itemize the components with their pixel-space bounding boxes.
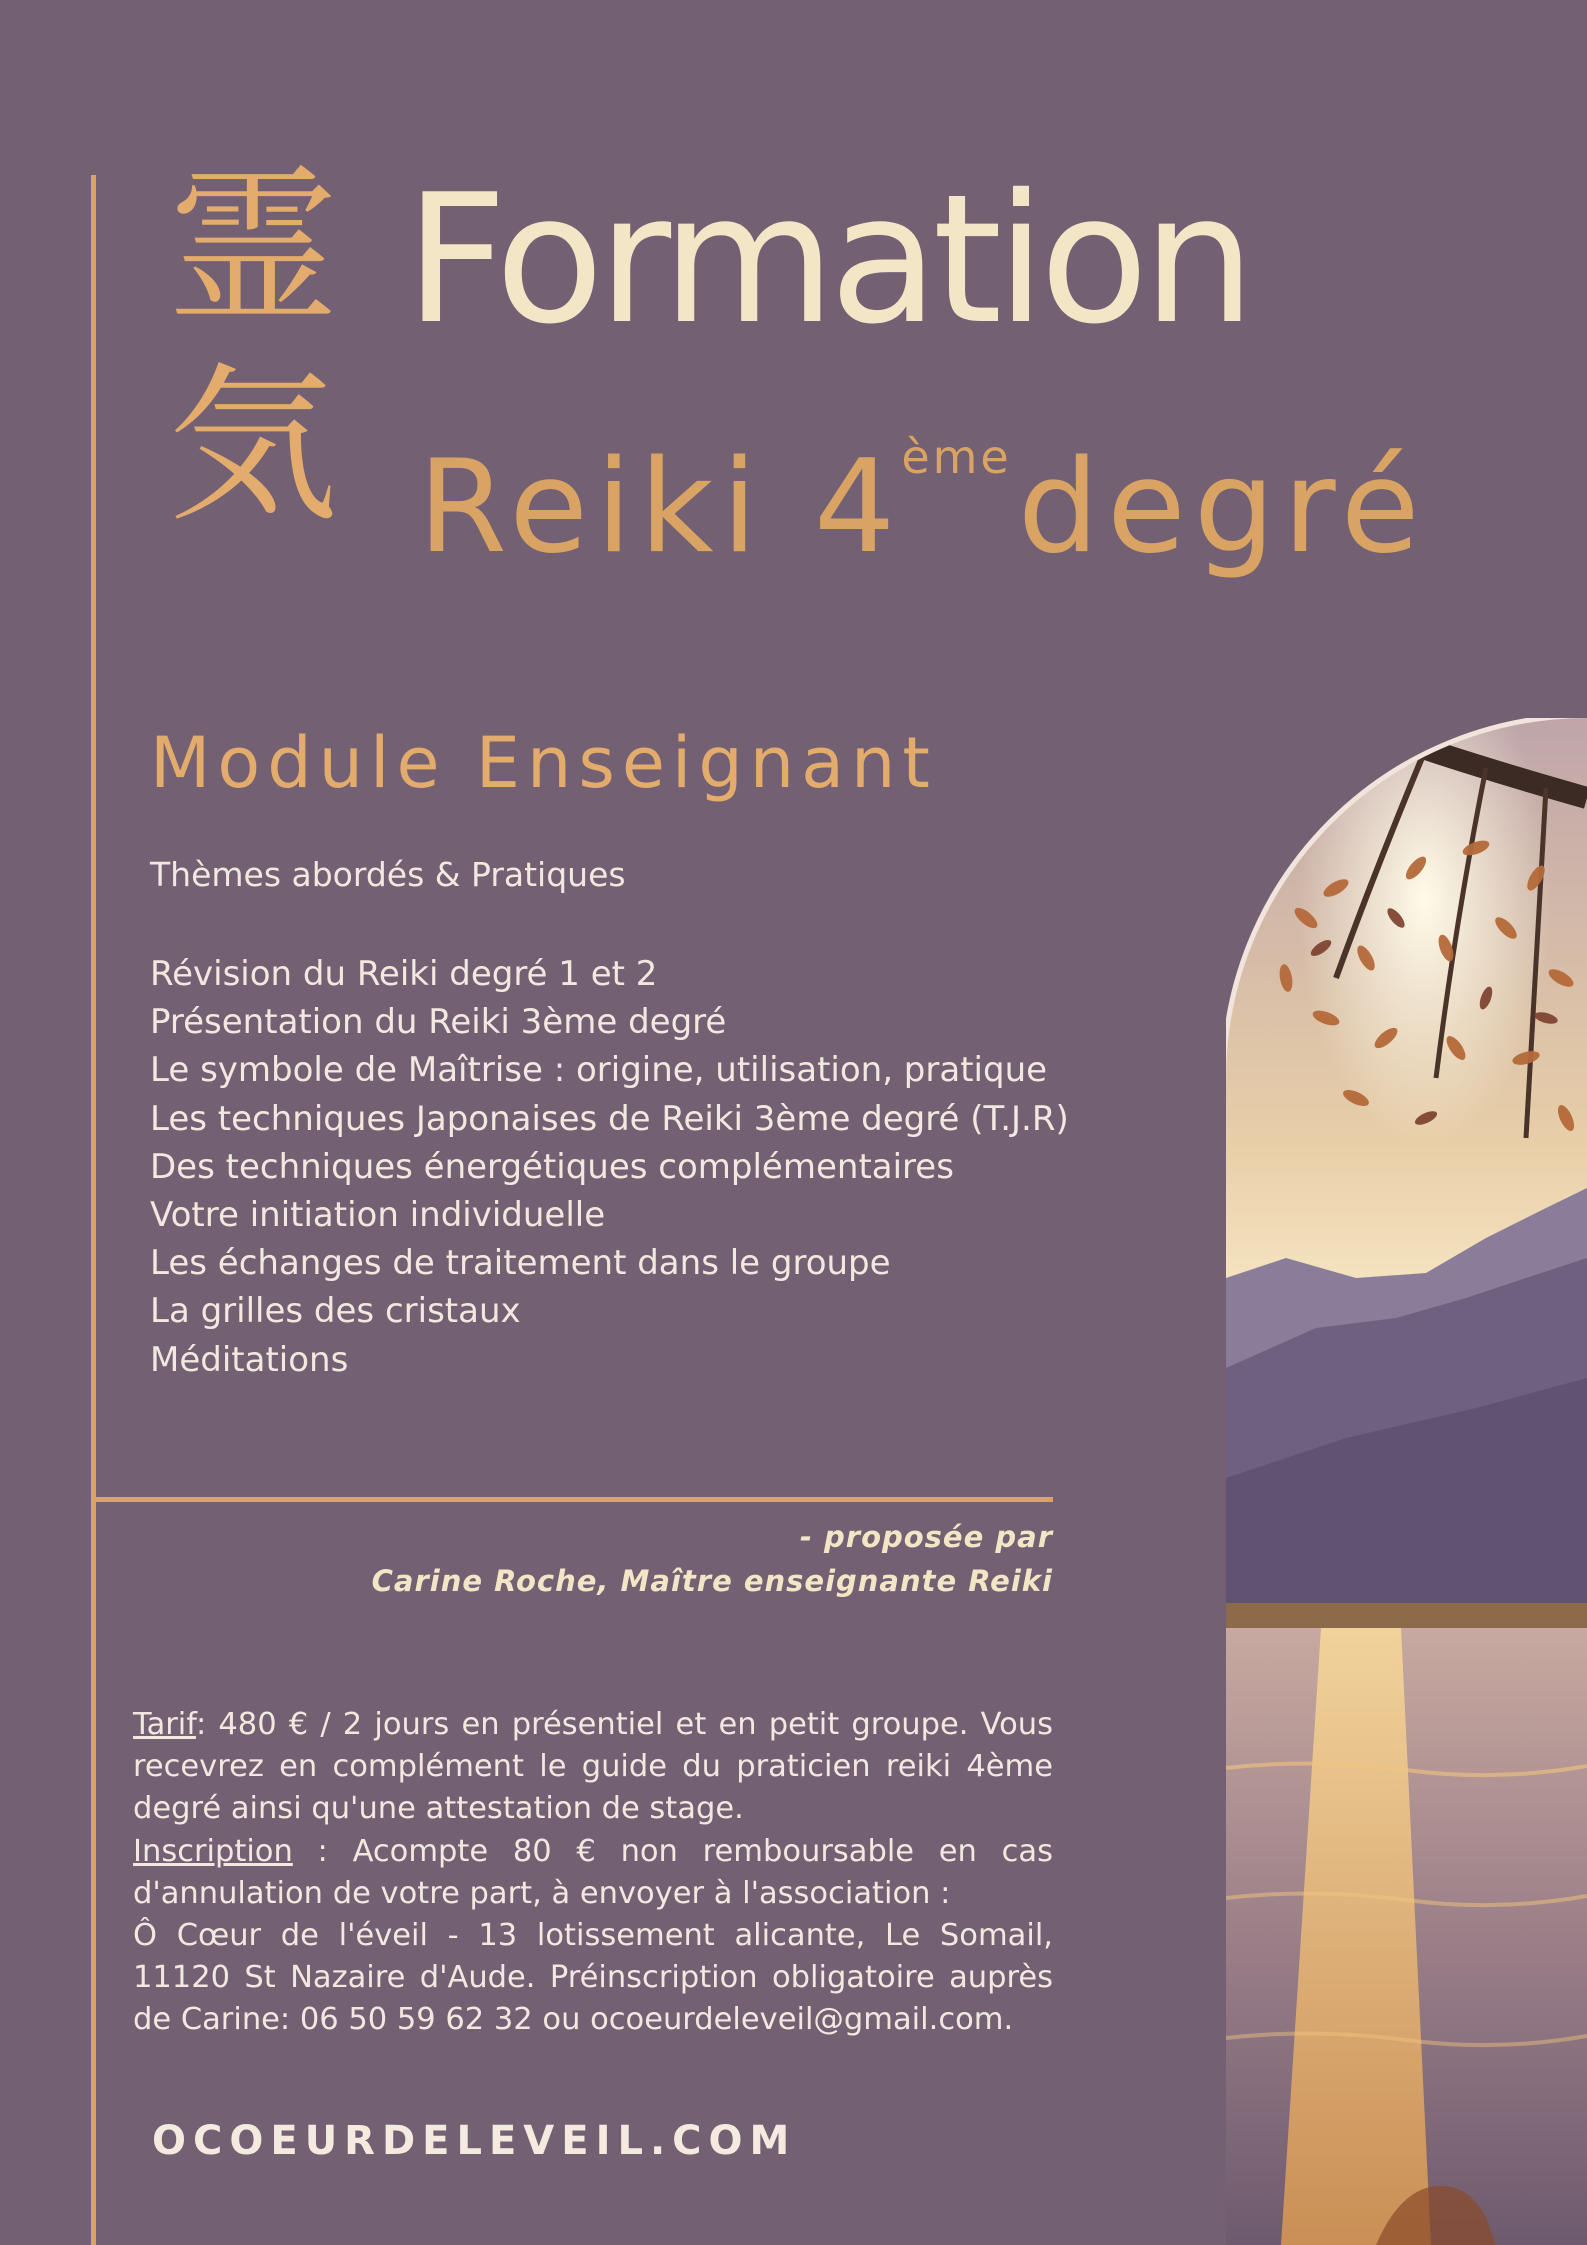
inscription-label: Inscription xyxy=(133,1833,293,1869)
reiki-kanji xyxy=(158,150,348,546)
topic-list xyxy=(150,950,1069,1384)
address-paragraph: Ô Cœur de l'éveil - 13 lotissement alicante, Le Somail, 11120 St Nazaire d'Aude. Préinscription obligatoire auprès de Carine: 06 50 59 62 32 ou ocoeurdeleveil@gmail.com. xyxy=(133,1918,1053,2038)
topic-item: Les techniques Japonaises de Reiki 3ème degré (T.J.R) xyxy=(150,1098,1069,1139)
teacher-name: Carine Roche, Maître enseignante Reiki xyxy=(371,1564,1053,1598)
horizontal-gold-rule xyxy=(96,1497,1053,1502)
lake-sunset-photo xyxy=(1226,718,1587,2245)
subtitle-prefix: Reiki 4 xyxy=(418,433,904,582)
page-title: Formation xyxy=(405,156,1250,363)
subtitle-suffix: degré xyxy=(1017,433,1428,582)
tarif-paragraph xyxy=(133,1704,1053,1831)
topic-item: Des techniques énergétiques complémentaires xyxy=(150,1146,954,1187)
subtitle-superscript: ème xyxy=(901,430,1012,484)
pricing-info xyxy=(133,1704,1053,2042)
inscription-paragraph xyxy=(133,1831,1053,1915)
kanji-ki: 気 xyxy=(167,348,338,546)
proposed-by xyxy=(372,1515,1053,1603)
inscription-text: : Acompte 80 € non remboursable en cas d'annulation de votre part, à envoyer à l'association : xyxy=(133,1833,1053,1911)
topic-item: Le symbole de Maîtrise : origine, utilisation, pratique xyxy=(150,1050,1048,1091)
topic-item: Présentation du Reiki 3ème degré xyxy=(150,1002,727,1043)
topic-item: Méditations xyxy=(150,1339,349,1380)
proposed-by-label: - proposée par xyxy=(799,1520,1053,1554)
tarif-text: : 480 € / 2 jours en présentiel et en petit groupe. Vous recevrez en complément le guide du praticien reiki 4ème degré ainsi qu'une attestation de stage. xyxy=(133,1707,1053,1827)
module-title: Module Enseignant xyxy=(150,722,937,804)
themes-heading: Thèmes abordés & Pratiques xyxy=(150,855,626,894)
tarif-label: Tarif xyxy=(133,1707,196,1742)
kanji-rei: 霊 xyxy=(167,150,338,348)
page-subtitle xyxy=(418,382,1428,583)
topic-item: La grilles des cristaux xyxy=(150,1291,521,1332)
vertical-gold-rule xyxy=(91,175,96,2245)
topic-item: Les échanges de traitement dans le groupe xyxy=(150,1243,891,1284)
topic-item: Votre initiation individuelle xyxy=(150,1195,606,1236)
topic-item: Révision du Reiki degré 1 et 2 xyxy=(150,954,658,994)
website-link[interactable]: OCOEURDELEVEIL.COM xyxy=(152,2118,797,2164)
